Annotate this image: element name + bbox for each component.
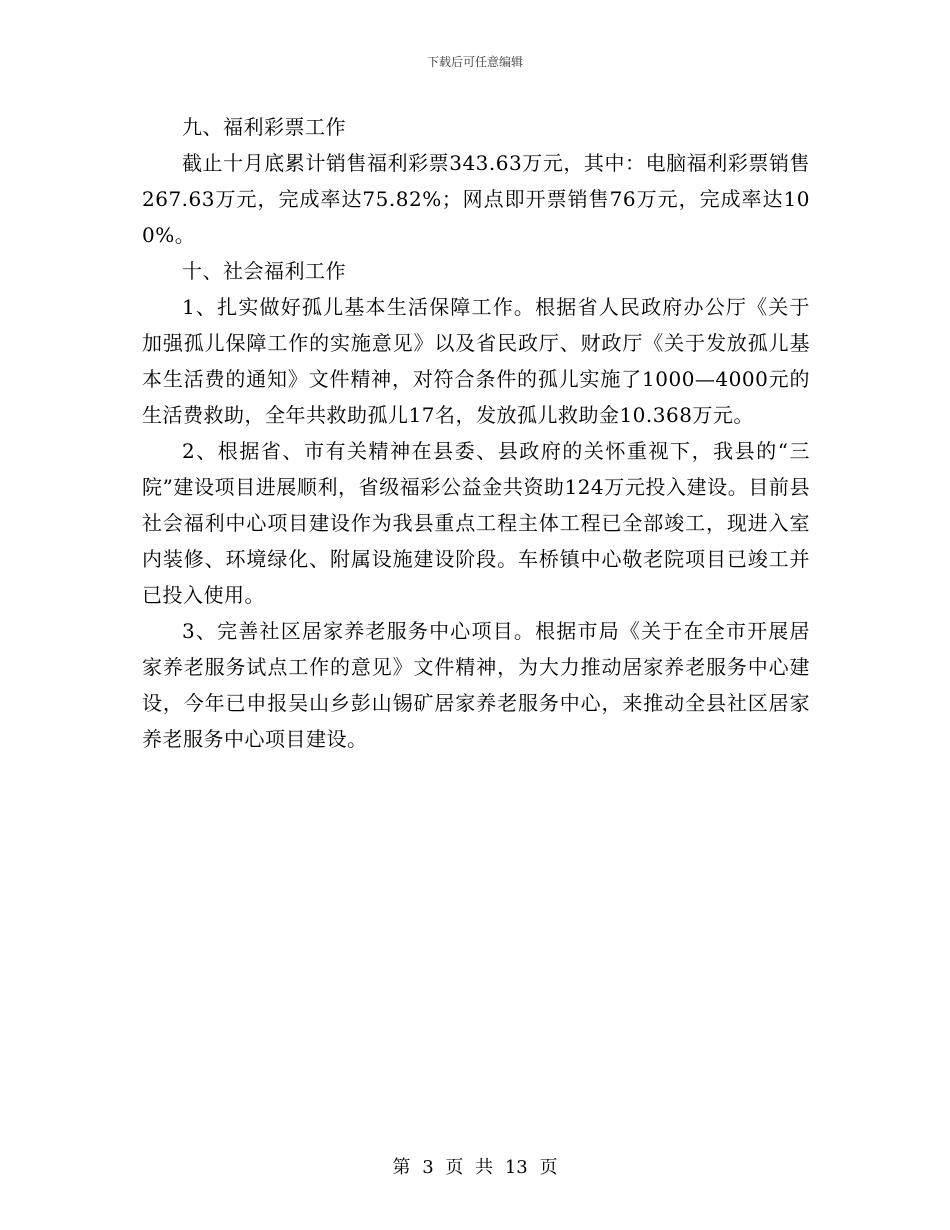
section-heading-social-welfare: 十、社会福利工作 <box>182 259 346 283</box>
paragraph-elderly-care: 3、完善社区居家养老服务中心项目。根据市局《关于在全市开展居家养老服务试点工作的意见》文件精神，为大力推动居家养老服务中心建设，今年已申报吴山乡彭山锡矿居家养老服务中心，来推动全县社区居家养老服务中心项目建设。 <box>142 619 810 751</box>
section-heading-lottery: 九、福利彩票工作 <box>182 115 346 139</box>
paragraph-three-institutions: 2、根据省、市有关精神在县委、县政府的关怀重视下，我县的“三院”建设项目进展顺利，省级福彩公益金共资助124万元投入建设。目前县社会福利中心项目建设作为我县重点工程主体工程已全部竣工，现进入室内装修、环境绿化、附属设施建设阶段。车桥镇中心敬老院项目已竣工并已投入使用。 <box>142 439 810 607</box>
header-note: 下载后可任意编辑 <box>426 55 523 69</box>
document-body <box>142 109 810 757</box>
page-number: 第 3 页 共 13 页 <box>392 1157 558 1178</box>
paragraph-lottery-sales: 截止十月底累计销售福利彩票343.63万元，其中：电脑福利彩票销售267.63万元，完成率达75.82%；网点即开票销售76万元，完成率达100%。 <box>142 151 810 247</box>
paragraph-orphan-support: 1、扎实做好孤儿基本生活保障工作。根据省人民政府办公厅《关于加强孤儿保障工作的实施意见》以及省民政厅、财政厅《关于发放孤儿基本生活费的通知》文件精神，对符合条件的孤儿实施了1000—4000元的生活费救助，全年共救助孤儿17名，发放孤儿救助金10.368万元。 <box>142 295 810 427</box>
